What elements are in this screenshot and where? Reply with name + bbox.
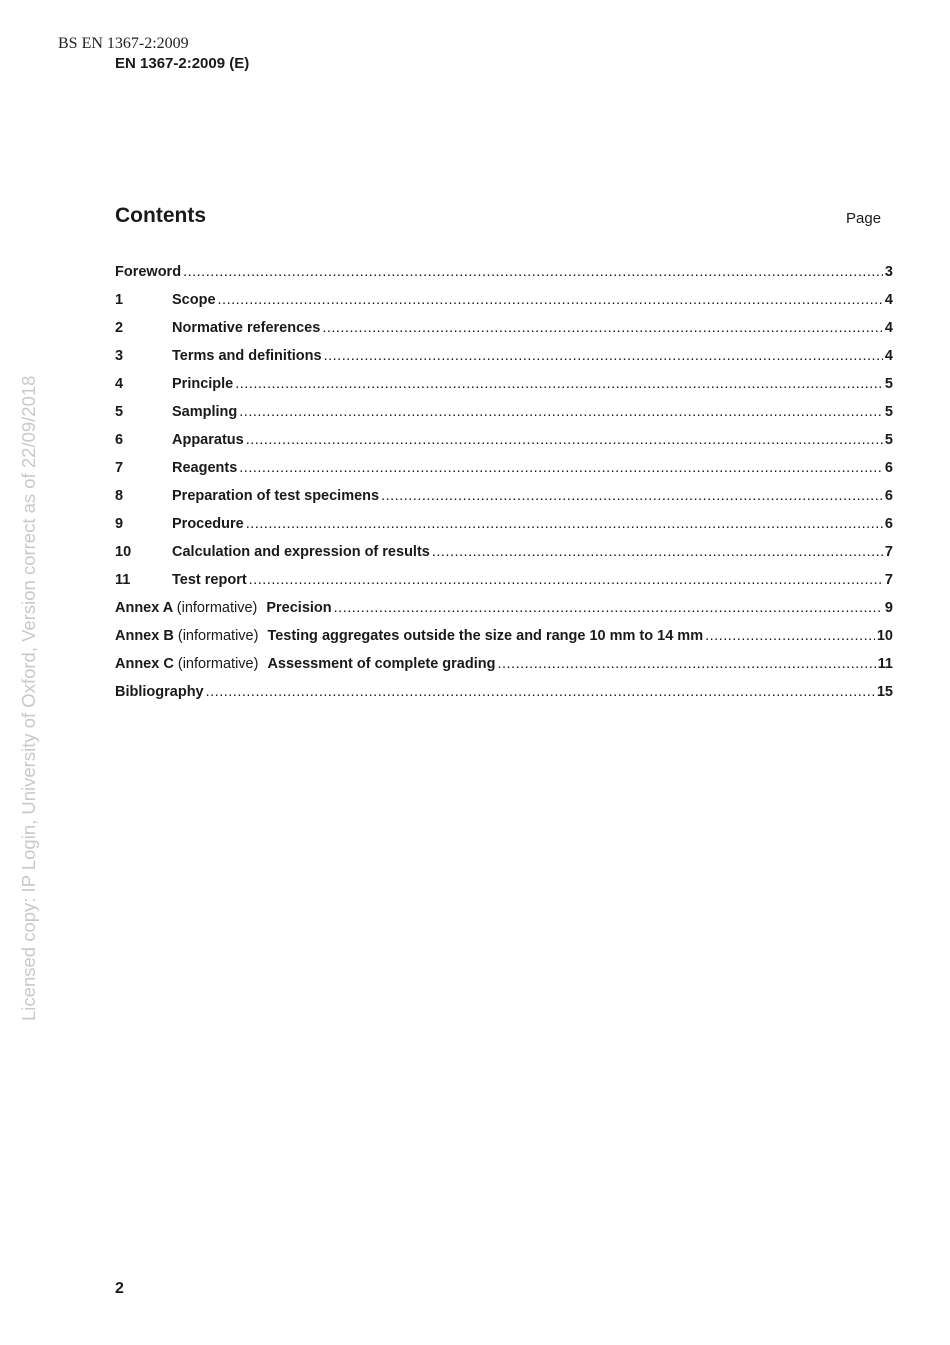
toc-entry-apparatus[interactable] xyxy=(115,432,893,460)
toc-entry-annex-b[interactable] xyxy=(115,628,893,656)
dot-leader xyxy=(322,320,883,336)
toc-entry-bibliography[interactable] xyxy=(115,684,893,712)
toc-entry-calculation-and-expression-of-results[interactable] xyxy=(115,544,893,572)
toc-entry-normative-references[interactable] xyxy=(115,320,893,348)
toc-entry-title: Sampling xyxy=(172,404,238,420)
toc-entry-page: 5 xyxy=(884,432,893,448)
toc-entry-scope[interactable] xyxy=(115,292,893,320)
toc-entry-page: 5 xyxy=(884,376,893,392)
toc-entry-procedure[interactable] xyxy=(115,516,893,544)
dot-leader xyxy=(218,292,883,308)
page-number: 2 xyxy=(115,1280,124,1297)
toc-entry-page: 4 xyxy=(884,320,893,336)
dot-leader xyxy=(249,572,883,588)
annex-label: Annex A xyxy=(115,600,173,616)
toc-entry-title: Reagents xyxy=(172,460,238,476)
dot-leader xyxy=(235,376,883,392)
edition-reference: EN 1367-2:2009 (E) xyxy=(115,55,250,72)
toc-entry-page: 7 xyxy=(884,544,893,560)
toc-entry-title: Procedure xyxy=(172,516,244,532)
toc-entry-title: Normative references xyxy=(172,320,321,336)
contents-heading: Contents xyxy=(115,204,206,227)
toc-entry-principle[interactable] xyxy=(115,376,893,404)
toc-entry-title: Assessment of complete grading xyxy=(267,656,496,672)
toc-entry-title: Testing aggregates outside the size and range 10 mm to 14 mm xyxy=(267,628,704,644)
toc-entry-page: 9 xyxy=(884,600,893,616)
toc-entry-title: Terms and definitions xyxy=(172,348,322,364)
toc-entry-page: 10 xyxy=(876,628,893,644)
toc-entry-test-report[interactable] xyxy=(115,572,893,600)
annex-label: Annex B xyxy=(115,628,174,644)
dot-leader xyxy=(334,600,883,616)
toc-entry-annex-a[interactable] xyxy=(115,600,893,628)
toc-entry-title: Apparatus xyxy=(172,432,244,448)
toc-entry-page: 6 xyxy=(884,516,893,532)
toc-entry-title: Preparation of test specimens xyxy=(172,488,380,504)
toc-entry-title: Calculation and expression of results xyxy=(172,544,430,560)
dot-leader xyxy=(324,348,883,364)
table-of-contents xyxy=(115,264,893,712)
toc-entry-page: 4 xyxy=(884,348,893,364)
dot-leader xyxy=(497,656,875,672)
annex-kind: (informative) xyxy=(176,600,258,616)
dot-leader xyxy=(381,488,883,504)
toc-entry-title: Bibliography xyxy=(115,684,204,700)
toc-entry-title: Test report xyxy=(172,572,247,588)
toc-entry-number: 3 xyxy=(115,348,124,364)
toc-entry-number: 5 xyxy=(115,404,124,420)
toc-entry-number: 11 xyxy=(115,572,131,588)
toc-entry-title: Scope xyxy=(172,292,216,308)
license-watermark: Licensed copy: IP Login, University of Oxford, Version correct as of 22/09/2018 xyxy=(18,375,39,1021)
dot-leader xyxy=(246,516,883,532)
toc-entry-sampling[interactable] xyxy=(115,404,893,432)
annex-heading xyxy=(115,628,258,644)
toc-entry-number: 10 xyxy=(115,544,132,560)
dot-leader xyxy=(705,628,875,644)
dot-leader xyxy=(239,404,883,420)
toc-entry-page: 3 xyxy=(884,264,893,280)
toc-entry-page: 6 xyxy=(884,460,893,476)
toc-entry-page: 15 xyxy=(876,684,893,700)
toc-entry-number: 9 xyxy=(115,516,124,532)
toc-entry-number: 2 xyxy=(115,320,124,336)
annex-kind: (informative) xyxy=(177,656,259,672)
toc-entry-page: 4 xyxy=(884,292,893,308)
annex-label: Annex C xyxy=(115,656,174,672)
toc-entry-page: 5 xyxy=(884,404,893,420)
toc-entry-title: Foreword xyxy=(115,264,182,280)
toc-entry-preparation-of-test-specimens[interactable] xyxy=(115,488,893,516)
toc-entry-foreword[interactable] xyxy=(115,264,893,292)
toc-entry-page: 6 xyxy=(884,488,893,504)
dot-leader xyxy=(432,544,883,560)
dot-leader xyxy=(206,684,875,700)
toc-entry-number: 6 xyxy=(115,432,124,448)
toc-entry-annex-c[interactable] xyxy=(115,656,893,684)
toc-entry-title: Principle xyxy=(172,376,234,392)
toc-entry-number: 1 xyxy=(115,292,124,308)
standard-reference: BS EN 1367-2:2009 xyxy=(58,35,189,52)
toc-entry-terms-and-definitions[interactable] xyxy=(115,348,893,376)
toc-entry-page: 7 xyxy=(884,572,893,588)
toc-entry-number: 7 xyxy=(115,460,124,476)
annex-heading xyxy=(115,656,258,672)
toc-entry-title: Precision xyxy=(266,600,332,616)
annex-heading xyxy=(115,600,257,616)
dot-leader xyxy=(183,264,883,280)
page-column-label: Page xyxy=(846,210,882,227)
dot-leader xyxy=(239,460,883,476)
dot-leader xyxy=(246,432,883,448)
toc-entry-reagents[interactable] xyxy=(115,460,893,488)
annex-kind: (informative) xyxy=(177,628,259,644)
toc-entry-number: 8 xyxy=(115,488,124,504)
toc-entry-number: 4 xyxy=(115,376,124,392)
toc-entry-page: 11 xyxy=(877,656,893,672)
